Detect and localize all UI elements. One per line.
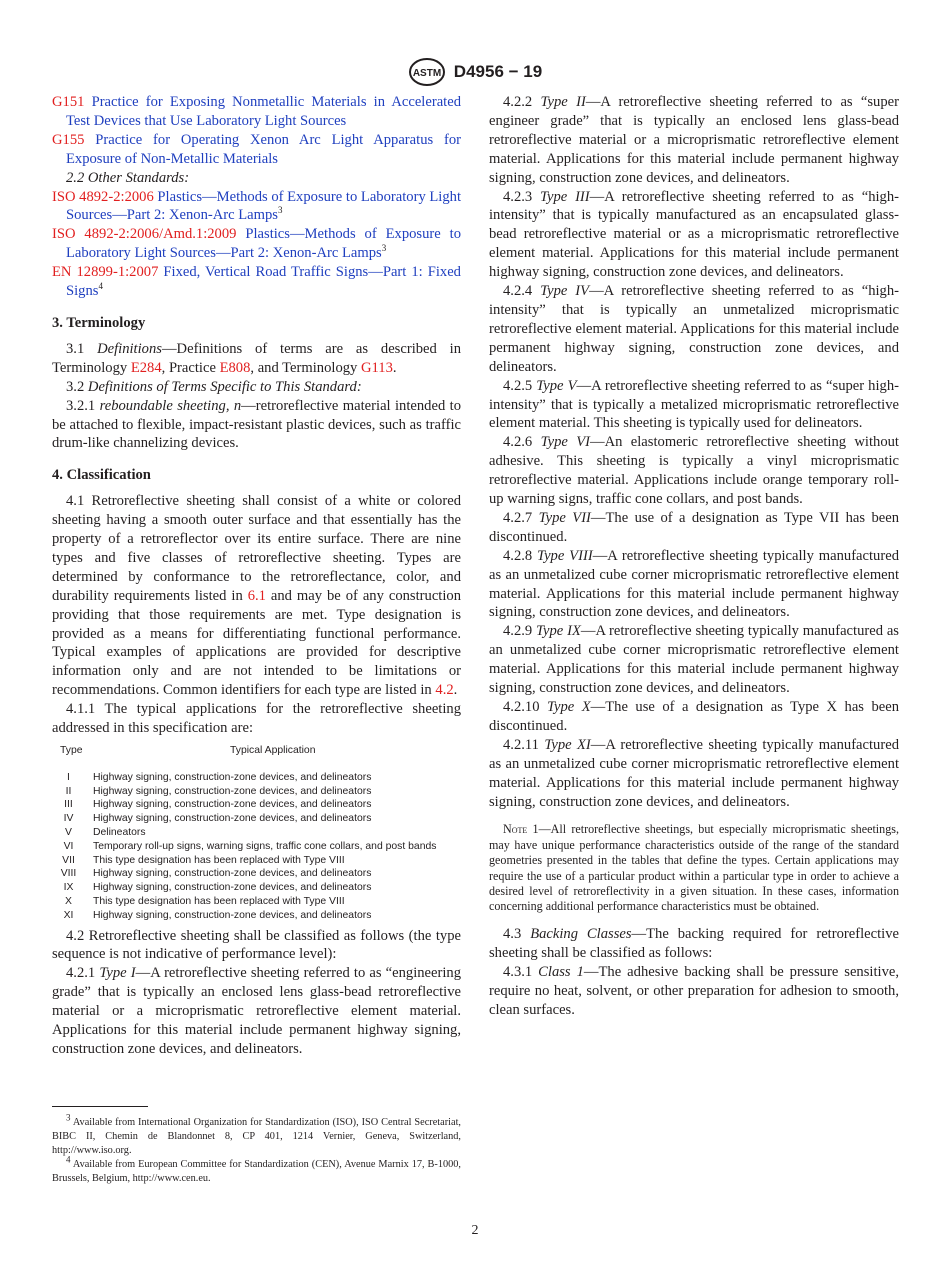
table-row: IV Highway signing, construction-zone devices, and delineators (63, 813, 372, 825)
paragraph-type-xi: 4.2.11 Type XI—A retroreflective sheeting typically manufactured as an unmetalized cube corner microprismatic retroreflective element material. Applications for this material include permanent highway signing, construction zone devices, and delineators. (489, 736, 899, 810)
link-6-1[interactable]: 6.1 (247, 587, 266, 604)
link-g113[interactable]: G113 (361, 359, 393, 376)
table-row: XI Highway signing, construction-zone devices, and delineators (63, 909, 372, 921)
paragraph-type-viii: 4.2.8 Type VIII—A retroreflective sheeting typically manufactured as an unmetalized cube corner microprismatic retroreflective element material. Applications for this material include permanent highway signing, construction zone devices, and delineators. (489, 547, 899, 621)
footnote-3: $^3$ Available from International Organization for Standardization (ISO), ISO Central Secretariat, BIBC II, Chemin de Blandonnet 8, CP 401, 1214 Vernier, Geneva, Switzerland, http://www.iso.org. (52, 1112, 461, 1156)
paragraph-4-2: 4.2 Retroreflective sheeting shall be classified as follows (the type sequence is not indicative of performance level): (52, 927, 461, 963)
reference-item (52, 93, 461, 131)
table-header (52, 744, 461, 758)
paragraph-type-ii: 4.2.2 Type II—A retroreflective sheeting referred to as “super engineer grade” that is typically an enclosed lens glass-bead retroreflective material or a microprismatic retroreflective element material. Applications for this material include permanent highway signing, construction zone devices, and delineators. (489, 94, 899, 186)
paragraph-type-vii: 4.2.7 Type VII—The use of a designation as Type VII has been discontinued. (489, 509, 899, 545)
table-row: VIII Highway signing, construction-zone devices, and delineators (60, 868, 372, 880)
column-header-type: Type (60, 745, 83, 756)
note-1: Note 1—All retroreflective sheetings, but especially microprismatic sheetings, may have unique performance characteristics outside of the range of the standard geometries presented in the tables that define the types. Certain applications may require the use of a particular product within a particular type in order to achieve a desired level of retroreflectivity in a given situation. In these cases, information concerning additional performance characteristics must be obtained. (489, 822, 899, 914)
page-number: 2 (471, 1223, 479, 1238)
table-row: VII This type designation has been replaced with Type VIII (62, 854, 345, 866)
standard-code[interactable]: ISO 4892-2:2006 (52, 188, 154, 205)
type-application-table (52, 744, 461, 923)
paragraph-type-ix: 4.2.9 Type IX—A retroreflective sheeting typically manufactured as an unmetalized cube corner microprismatic retroreflective element material. Applications for this material include permanent highway signing, construction zone devices, and delineators. (489, 623, 899, 697)
paragraph-3-2-1: 3.2.1 reboundable sheeting, n—retroreflective material intended to be attached to flexible, impact-resistant plastic devices, such as traffic drum-like channelizing devices. (52, 397, 461, 452)
paragraph-4-1: 4.1 Retroreflective sheeting shall consist of a white or colored sheeting having a smooth outer surface and that essentially has the property of a retroreflector over its entire surface. There are nine types and five classes of retroreflective sheeting. Types are determined by conformance to the retroreflectance, color, and durability requirements listed in 6.1 and may be of any construction providing that those requirements are met. Type designation is provided as a means for differentiating functional performance. Typical examples of applications are provided for descriptive information only and are not intended to be limitations or recommendations. Common identifiers for each type are listed in 4.2. (52, 493, 461, 699)
reference-code[interactable]: G155 (52, 131, 85, 148)
document-code: D4956 − 19 (453, 62, 543, 81)
footnote-divider (52, 1106, 148, 1107)
column-header-application: Typical Application (230, 745, 316, 756)
paragraph-type-vi: 4.2.6 Type VI—An elastomeric retroreflective sheeting without adhesive. This sheeting is typically a vinyl microprismatic retroreflective material. Applications include orange temporary roll-up warning signs, traffic cone collars, and post bands. (489, 434, 899, 508)
paragraph-4-3: 4.3 Backing Classes—The backing required for retroreflective sheeting shall be classified as follows: (489, 925, 899, 961)
reference-code[interactable]: G151 (52, 94, 85, 110)
page-header (0, 57, 950, 87)
right-column (489, 93, 899, 1019)
standard-code[interactable]: EN 12899-1:2007 (52, 264, 159, 281)
standard-title[interactable]: Fixed, Vertical Road Traffic Signs—Part 1: Fixed Signs (66, 264, 461, 300)
reference-list (52, 93, 461, 169)
paragraph-4-2-1: 4.2.1 Type I—A retroreflective sheeting referred to as “engineering grade” that is typically an enclosed lens glass-bead retroreflective material or a microprismatic retroreflective element material. Applications for this material include permanent highway signing, construction zone devices, and delineators. (52, 965, 462, 1057)
paragraph-type-x: 4.2.10 Type X—The use of a designation as Type X has been discontinued. (489, 699, 899, 734)
standard-title[interactable]: Plastics—Methods of Exposure to Laboratory Light Sources—Part 2: Xenon-Arc Lamps (66, 226, 461, 262)
paragraph-4-3-1: 4.3.1 Class 1—The adhesive backing shall be pressure sensitive, require no heat, solvent, or other preparation for adhesion to smooth, clean surfaces. (489, 963, 899, 1018)
table-row: VI Temporary roll-up signs, warning signs, traffic cone collars, and post bands (63, 840, 437, 852)
table-row: I Highway signing, construction-zone devices, and delineators (67, 771, 372, 783)
footnotes (52, 1112, 461, 1186)
paragraph-type-iv: 4.2.4 Type IV—A retroreflective sheeting referred to as “high-intensity” that is typically an unmetalized microprismatic retroreflective element material. Applications for this material include permanent highway signing, construction zone devices, and delineators. (489, 283, 900, 375)
link-e284[interactable]: E284 (130, 359, 162, 376)
reference-title[interactable]: Practice for Operating Xenon Arc Light Apparatus for Exposure of Non-Metallic Materials (66, 131, 461, 167)
link-4-2[interactable]: 4.2 (435, 682, 454, 699)
standard-item (52, 188, 461, 226)
svg-text:ASTM: ASTM (412, 68, 441, 79)
standard-item (52, 263, 461, 301)
paragraph-3-2: 3.2 Definitions of Terms Specific to This Standard: (66, 378, 362, 395)
reference-title[interactable]: Practice for Exposing Nonmetallic Materials in Accelerated Test Devices that Use Laboratory Light Sources (66, 94, 461, 129)
standard-item (52, 225, 461, 263)
section-heading-classification: 4. Classification (52, 467, 151, 484)
footnote-marker: 4 (98, 281, 103, 292)
table-row: III Highway signing, construction-zone devices, and delineators (64, 799, 372, 811)
footnote-4: $^4$ Available from European Committee for Standardization (CEN), Avenue Marnix 17, B-1000, Brussels, Belgium, http://www.cen.eu. (52, 1154, 461, 1184)
reference-item (52, 131, 461, 169)
table-row: V Delineators (65, 826, 146, 838)
link-e808[interactable]: E808 (219, 359, 251, 376)
left-column (52, 93, 461, 1059)
standard-code[interactable]: ISO 4892-2:2006/Amd.1:2009 (52, 226, 237, 243)
footnote-marker: 3 (277, 205, 283, 216)
standard-title[interactable]: Plastics—Methods of Exposure to Laboratory Light Sources—Part 2: Xenon-Arc Lamps (66, 188, 462, 224)
table-row: IX Highway signing, construction-zone devices, and delineators (63, 882, 372, 894)
astm-logo-icon (408, 57, 446, 87)
section-heading-terminology: 3. Terminology (52, 314, 146, 331)
paragraph-3-1: 3.1 Definitions—Definitions of terms are as described in Terminology E284, Practice E808, and Terminology G113. (52, 340, 461, 376)
other-standards-label: 2.2 Other Standards: (66, 169, 190, 186)
table-row: X This type designation has been replaced with Type VIII (65, 895, 345, 907)
footnote-marker: 3 (381, 243, 387, 254)
paragraph-type-iii: 4.2.3 Type III—A retroreflective sheeting referred to as “high-intensity” that is typically manufactured as an encapsulated glass-bead retroreflective material or as a microprismatic retroreflective element material. Applications for this material include permanent highway signing, construction zone devices, and delineators. (489, 188, 899, 281)
other-standards-list (52, 188, 461, 301)
table-row: II Highway signing, construction-zone devices, and delineators (65, 785, 372, 797)
paragraph-type-v: 4.2.5 Type V—A retroreflective sheeting referred to as “super high-intensity” that is typically a metalized microprismatic retroreflective element material. This sheeting is typically used for delineators. (489, 377, 899, 432)
paragraph-4-1-1: 4.1.1 The typical applications for the retroreflective sheeting addressed in this specification are: (52, 701, 461, 737)
